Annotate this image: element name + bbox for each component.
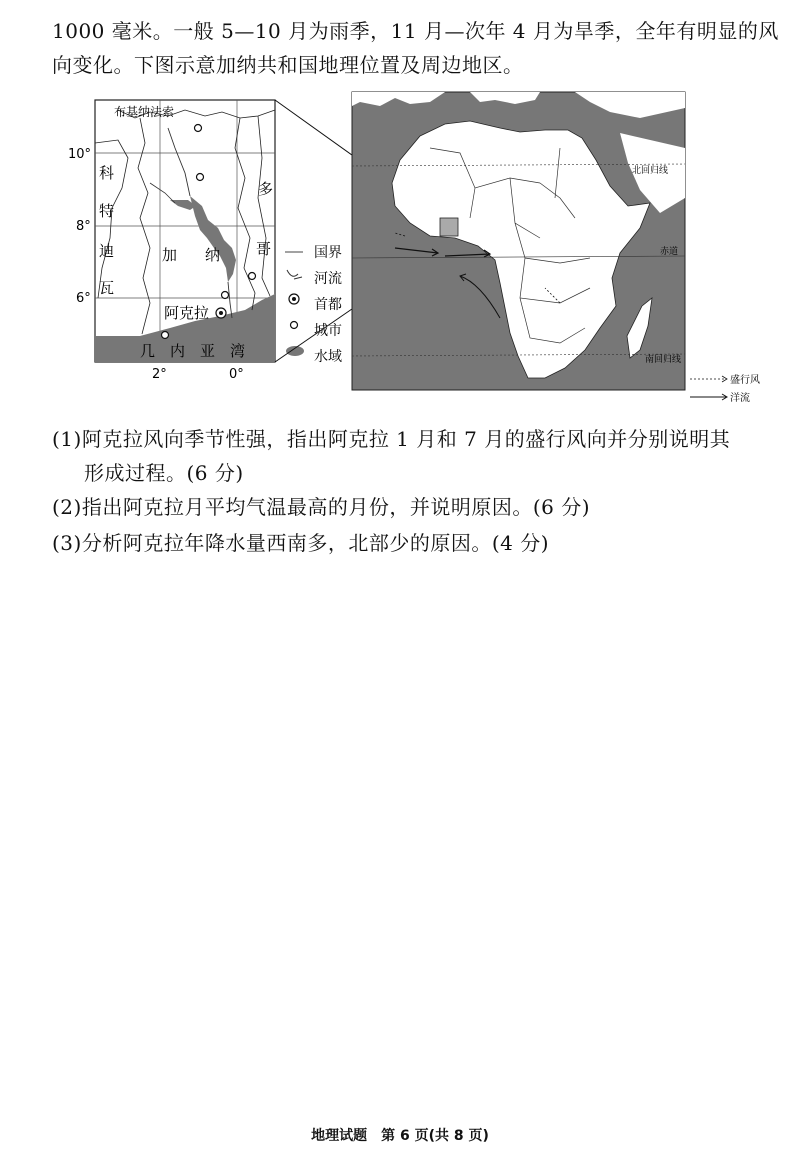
lat-label-6: 6° bbox=[76, 291, 91, 306]
label-ghana-1: 加 bbox=[162, 246, 178, 264]
label-ghana-2: 纳 bbox=[205, 246, 221, 264]
africa-legend bbox=[690, 373, 760, 404]
intro-line-2: 向变化。下图示意加纳共和国地理位置及周边地区。 bbox=[52, 53, 524, 77]
question-1-line-2: 形成过程。(6 分) bbox=[84, 461, 244, 485]
legend-border: 国界 bbox=[314, 245, 342, 261]
label-gulf-4: 湾 bbox=[230, 342, 246, 360]
label-cote-divoire-4: 瓦 bbox=[99, 279, 115, 297]
label-togo-2: 哥 bbox=[256, 240, 272, 258]
lat-label-10: 10° bbox=[68, 147, 92, 162]
label-gulf-2: 内 bbox=[170, 342, 186, 360]
legend-water: 水域 bbox=[314, 349, 342, 365]
ghana-map bbox=[68, 100, 275, 382]
legend-prevailing-wind: 盛行风 bbox=[730, 375, 760, 386]
label-equator: 赤道 bbox=[660, 247, 679, 257]
legend-ocean-current: 洋流 bbox=[730, 393, 750, 404]
question-1 bbox=[52, 422, 792, 490]
question-2: (2)指出阿克拉月平均气温最高的月份，并说明原因。(6 分) bbox=[52, 495, 591, 519]
legend-river: 河流 bbox=[314, 271, 342, 287]
label-togo-1: 多 bbox=[258, 180, 274, 198]
label-gulf-1: 几 bbox=[140, 342, 156, 360]
question-3: (3)分析阿克拉年降水量西南多，北部少的原因。(4 分) bbox=[52, 531, 550, 555]
label-cote-divoire-3: 迪 bbox=[99, 242, 115, 260]
map-legend bbox=[285, 245, 342, 365]
lon-label-2: 2° bbox=[152, 367, 167, 382]
label-cote-divoire-1: 科 bbox=[99, 164, 115, 182]
intro-line-1: 1000 毫米。一般 5—10 月为雨季，11 月—次年 4 月为旱季，全年有明显的风 bbox=[52, 19, 779, 43]
question-1-line-1: (1)阿克拉风向季节性强，指出阿克拉 1 月和 7 月的盛行风向并分别说明其 bbox=[52, 427, 731, 451]
label-accra: 阿克拉 bbox=[164, 304, 210, 322]
legend-city: 城市 bbox=[314, 323, 342, 339]
legend-capital: 首都 bbox=[314, 297, 342, 313]
africa-map bbox=[352, 92, 685, 390]
label-burkina-faso: 布基纳法索 bbox=[114, 105, 175, 119]
intro-paragraph bbox=[52, 14, 792, 82]
label-cote-divoire-2: 特 bbox=[99, 202, 115, 220]
label-gulf-3: 亚 bbox=[200, 342, 216, 360]
figure bbox=[0, 88, 800, 418]
page-footer: 地理试题 第 6 页(共 8 页) bbox=[311, 1128, 489, 1144]
label-tropic-south: 南回归线 bbox=[645, 355, 682, 365]
lat-label-8: 8° bbox=[76, 219, 91, 234]
label-tropic-north: 北回归线 bbox=[632, 166, 669, 176]
lon-label-0: 0° bbox=[229, 367, 244, 382]
